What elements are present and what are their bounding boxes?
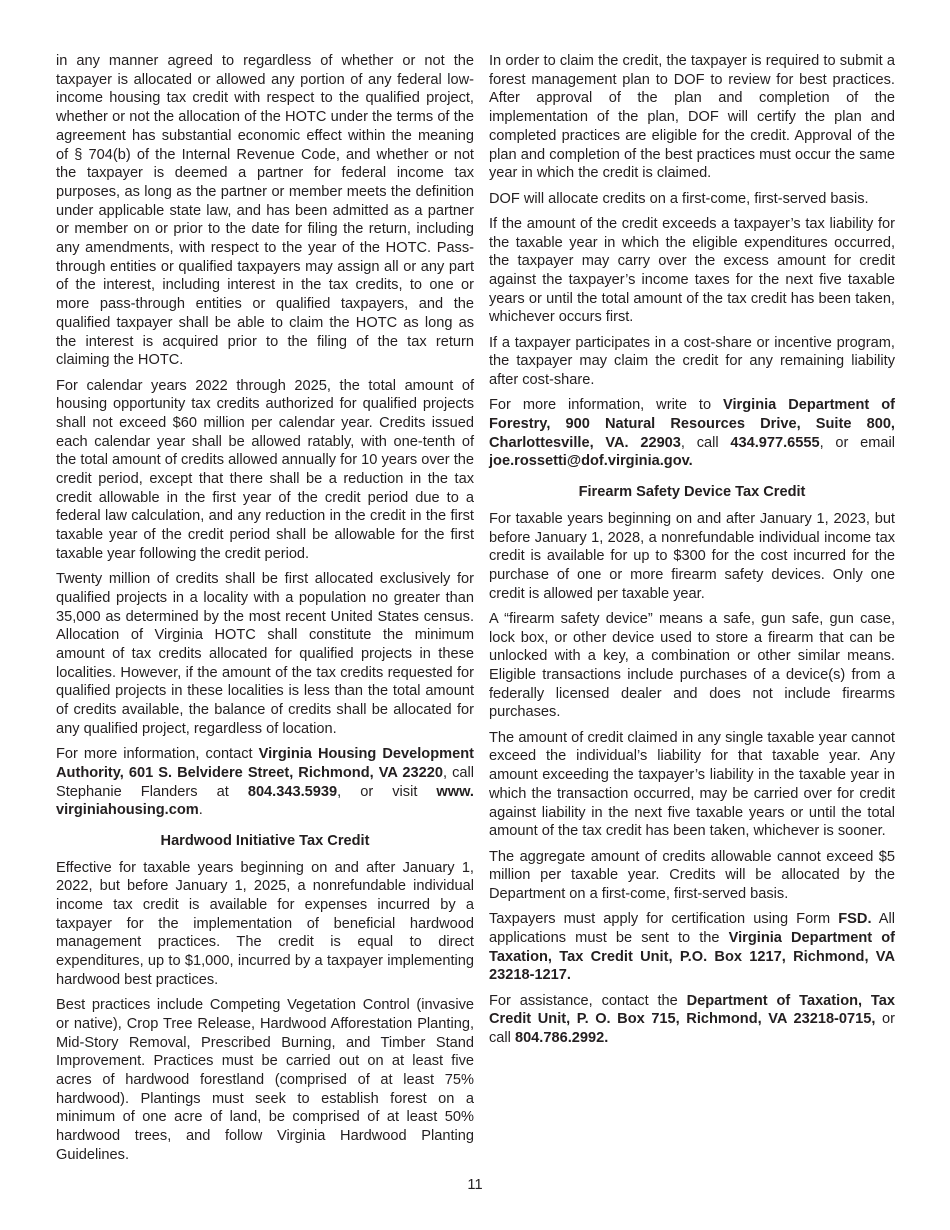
- hardwood-cost-share-paragraph: If a taxpayer participates in a cost-share or incentive program, the taxpayer may claim the credit for any remaining liability after cost-share.: [489, 334, 895, 389]
- tax-credit-unit-address: Virginia Department of Taxation, Tax Credit Unit, P.O. Box 1217, Richmond, VA 23218-1217.: [489, 929, 895, 984]
- hardwood-eligibility-paragraph: Effective for taxable years beginning on and after January 1, 2022, but before January 1, 2025, a nonrefundable individual income tax credit is available for expenses incurred by a taxpayer for the implementation of beneficial hardwood management practices. The credit is equal to direct expenditures, up to $1,000, incurred by a taxpayer implementing hardwood best practices.: [56, 859, 474, 988]
- left-column: [56, 52, 474, 1171]
- firearm-application-paragraph: Taxpayers must apply for certification using Form FSD. All applications must be sent to the Virginia Department of Taxation, Tax Credit Unit, P.O. Box 1217, Richmond, VA 23218-1217.: [489, 911, 895, 984]
- hardwood-best-practices-paragraph: Best practices include Competing Vegetation Control (invasive or native), Crop Tree Release, Hardwood Afforestation Planting, Mid-Story Removal, Prescribed Burning, and Timber Stand Improvement. Practices must be carried out on at least five acres of hardwood forestland (comprised of at least 75% hardwood). Plantings must seek to establish forest on a minimum of one acre of land, be comprised of at least 50% hardwood trees, and follow Virginia Hardwood Planting Guidelines.: [56, 997, 474, 1163]
- page-number: 11: [467, 1177, 483, 1193]
- firearm-device-definition-paragraph: A “firearm safety device” means a safe, gun safe, gun case, lock box, or other device used to store a firearm that can be unlocked with a key, a combination or other similar means. Eligible transactions include purchases of a device(s) from a federally licensed dealer and does not include firearms purchases.: [489, 610, 895, 721]
- firearm-assistance-paragraph: For assistance, contact the Department of Taxation, Tax Credit Unit, P. O. Box 715, Richmond, VA 23218-0715, or call 804.786.2992.: [489, 992, 895, 1047]
- hardwood-heading: Hardwood Initiative Tax Credit: [160, 832, 370, 849]
- firearm-eligibility-paragraph: For taxable years beginning on and after January 1, 2023, but before January 1, 2028, a nonrefundable individual income tax credit is available for up to $300 for the cost incurred for the purchase of one or more firearm safety devices. Only one credit is allowed per taxable year.: [489, 510, 895, 602]
- hotc-annual-limit-paragraph: For calendar years 2022 through 2025, the total amount of housing opportunity tax credits authorized for qualified projects shall not exceed $60 million per calendar year. Credits issued each calendar year shall be allowed ratably, with one-tenth of the total amount of credits allowed annually for 10 years over the credit period, except that there shall be a reduction in the tax credit allowable in the first year of the credit period due to a federal law calculation, and any reduction in the credit in the first taxable year of the credit period shall be allowable for the first taxable year following the credit period.: [56, 377, 474, 562]
- firearm-carryover-paragraph: The amount of credit claimed in any single taxable year cannot exceed the individual’s liability for that taxable year. Any amount exceeding the taxpayer’s liability in the taxable year in which the transaction occurred, may be carried over for credit against liability in the next five taxable years or until the total amount of the tax credit has been taken, whichever is sooner.: [489, 729, 895, 840]
- form-fsd: FSD.: [838, 911, 872, 928]
- vhda-website: www. virginiahousing.com: [56, 783, 474, 819]
- firearm-heading: Firearm Safety Device Tax Credit: [578, 484, 806, 501]
- dof-email: joe.rossetti@dof.virginia.gov.: [489, 453, 693, 470]
- hardwood-plan-paragraph: In order to claim the credit, the taxpayer is required to submit a forest management plan to DOF to review for best practices. After approval of the plan and completion of the implementation of the plan, DOF will certify the plan and completed practices are eligible for the credit. Approval of the plan and completion of the best practices must occur the same year in which the credit is claimed.: [489, 53, 895, 182]
- hotc-allocation-paragraph: in any manner agreed to regardless of whether or not the taxpayer is allocated or allowed any portion of any federal low-income housing tax credit with respect to the qualified project, whether or not the allocation of the HOTC under the terms of the agreement has substantial economic effect within the meaning of § 704(b) of the Internal Revenue Code, and whether or not the taxpayer is deemed a partner for federal income tax purposes, as long as the partner or member meets the definition under applicable state law, and has been admitted as a partner or member on or prior to the date for filing the return, including any amendments, with respect to the year of the HOTC. Pass-through entities or qualified taxpayers may assign all or any part of the interest, including interest in the tax credits, to one or more pass-through entities or qualified taxpayers, and the qualified taxpayer shall be able to claim the HOTC as long as the interest is acquired prior to the filing of the tax return claiming the HOTC.: [56, 53, 474, 369]
- hotc-locality-paragraph: Twenty million of credits shall be first allocated exclusively for qualified projects in a locality with a population no greater than 35,000 as determined by the most recent United States census. Allocation of Virginia HOTC shall constitute the minimum amount of tax credits allocated for qualified projects in these localities. However, if the amount of the tax credits requested for qualified projects in these localities is less than the total amount of credits available, the balance of credits shall be allocated for any qualified project, regardless of location.: [56, 571, 474, 737]
- dof-phone: 434.977.6555: [730, 434, 820, 451]
- assistance-address: Department of Taxation, Tax Credit Unit, P. O. Box 715, Richmond, VA 23218-0715,: [489, 992, 895, 1028]
- dof-contact-paragraph: For more information, write to Virginia Department of Forestry, 900 Natural Resources Drive, Suite 800, Charlottesville, VA. 22903, call 434.977.6555, or email joe.rossetti@dof.virginia.gov.: [489, 397, 895, 470]
- hardwood-allocation-paragraph: DOF will allocate credits on a first-come, first-served basis.: [489, 190, 869, 207]
- vhda-address: Virginia Housing Development Authority, 601 S. Belvidere Street, Richmond, VA 23220: [56, 746, 474, 781]
- right-column: [489, 52, 895, 1054]
- assistance-phone: 804.786.2992.: [514, 1030, 609, 1047]
- dof-address: Virginia Department of Forestry, 900 Natural Resources Drive, Suite 800, Charlottesville, VA. 22903: [489, 397, 895, 451]
- firearm-aggregate-paragraph: The aggregate amount of credits allowable cannot exceed $5 million per taxable year. Credits will be allocated by the Department on a first-come, first-served basis.: [489, 848, 895, 902]
- hotc-contact-paragraph: For more information, contact Virginia Housing Development Authority, 601 S. Belvidere Street, Richmond, VA 23220, call Stephanie Flanders at 804.343.5939, or visit www. virginiahousing.com.: [56, 746, 474, 819]
- vhda-phone: 804.343.5939: [247, 783, 338, 800]
- hardwood-carryover-paragraph: If the amount of the credit exceeds a taxpayer’s tax liability for the taxable year in which the eligible expenditures occurred, the taxpayer may carry over the excess amount for credit against the taxpayer’s income taxes for the next five taxable years or until the total amount of the tax credit has been taken, whichever occurs first.: [489, 215, 895, 326]
